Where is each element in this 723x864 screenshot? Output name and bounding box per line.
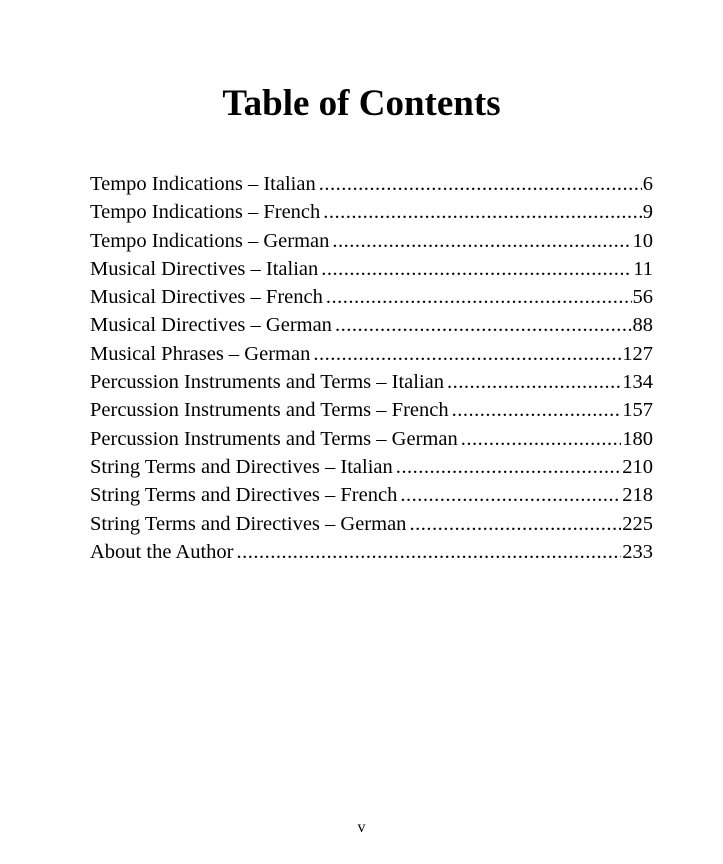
toc-entry-page: 6 (642, 173, 653, 195)
toc-dot-leader (321, 255, 632, 283)
toc-entry (90, 283, 653, 311)
toc-entry-page: 233 (622, 540, 653, 563)
toc-dot-leader (396, 453, 621, 481)
toc-entry (90, 453, 653, 481)
toc-dot-leader (447, 368, 621, 396)
toc-entry-page: 11 (633, 257, 653, 280)
toc-entry (90, 170, 653, 198)
toc-dot-leader (409, 510, 621, 538)
toc-entry-page: 88 (632, 314, 653, 337)
toc-dot-leader (319, 170, 642, 198)
toc-entry (90, 538, 653, 566)
toc-entry (90, 198, 653, 226)
toc-entry-label: String Terms and Directives – German (90, 512, 407, 535)
toc-dot-leader (400, 481, 621, 509)
toc-entry (90, 340, 653, 368)
toc-entry-label: Tempo Indications – French (90, 201, 321, 224)
toc-entry-label: Percussion Instruments and Terms – French (90, 399, 449, 422)
toc-entry (90, 396, 653, 424)
toc-entry-label: String Terms and Directives – Italian (90, 455, 393, 478)
toc-dot-leader (237, 538, 622, 566)
toc-entry-page: 218 (622, 484, 653, 507)
toc-entry-label: Musical Directives – French (90, 286, 323, 309)
toc-entry-label: Tempo Indications – Italian (90, 173, 316, 195)
toc-entry (90, 227, 653, 255)
toc-entry (90, 481, 653, 509)
toc-entry (90, 425, 653, 453)
toc-entry-page: 210 (622, 455, 653, 478)
toc-entry-label: Musical Directives – Italian (90, 257, 319, 280)
toc-entry-label: About the Author (90, 540, 234, 563)
toc-entry (90, 510, 653, 538)
toc-entry-page: 56 (632, 286, 653, 309)
toc-entry-page: 180 (622, 427, 653, 450)
toc-entry-label: Percussion Instruments and Terms – Italian (90, 371, 445, 394)
toc-dot-leader (326, 283, 632, 311)
toc-dot-leader (313, 340, 621, 368)
toc-entry-label: Tempo Indications – German (90, 229, 330, 252)
toc-entry-page: 127 (622, 342, 653, 365)
toc-entry-page: 10 (632, 229, 653, 252)
toc-entry-page: 157 (622, 399, 653, 422)
page-title: Table of Contents (222, 83, 501, 124)
toc-dot-leader (335, 311, 632, 339)
toc-dot-leader (461, 425, 622, 453)
toc-entry-label: String Terms and Directives – French (90, 484, 398, 507)
toc-entry-page: 9 (642, 201, 653, 224)
toc-entry-label: Musical Phrases – German (90, 342, 311, 365)
toc-entry (90, 368, 653, 396)
toc-dot-leader (332, 227, 631, 255)
toc-entry (90, 255, 653, 283)
toc-entry-page: 225 (622, 512, 653, 535)
table-of-contents (90, 170, 653, 566)
page-number: v (357, 819, 366, 836)
toc-entry-label: Percussion Instruments and Terms – German (90, 427, 458, 450)
toc-entry (90, 311, 653, 339)
toc-entry-label: Musical Directives – German (90, 314, 332, 337)
toc-entry-page: 134 (622, 371, 653, 394)
toc-dot-leader (323, 198, 641, 226)
toc-dot-leader (452, 396, 622, 424)
